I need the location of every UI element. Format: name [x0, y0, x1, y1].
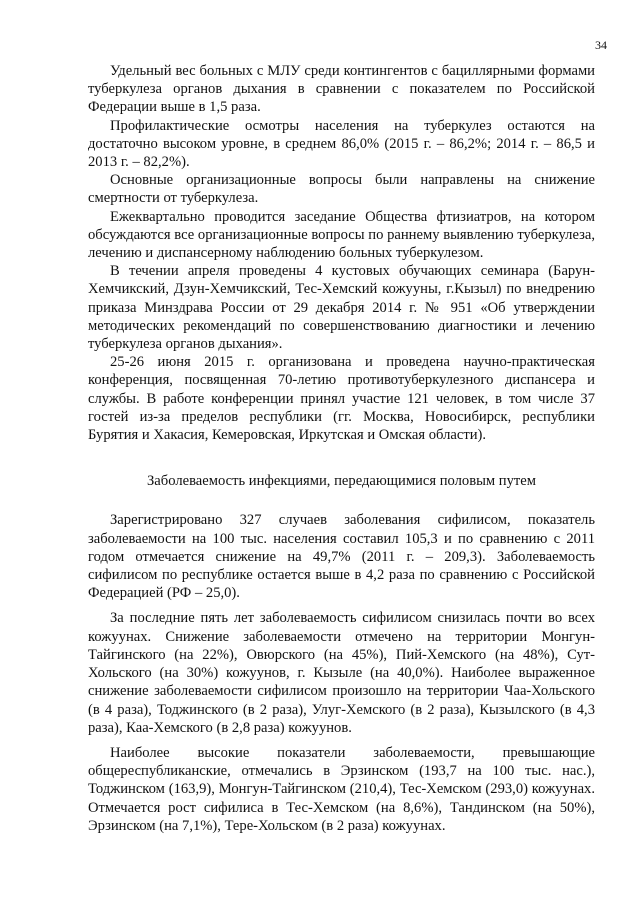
paragraph-mdr-share: Удельный вес больных с МЛУ среди контингентов с бациллярными формами туберкулеза органов дыхания в сравнении с показателем по Российской Федерации выше в 1,5 раза. — [88, 63, 595, 116]
paragraph-syphilis-cases: Зарегистрировано 327 случаев заболевания сифилисом, показатель заболеваемости на 100 тыс. населения составил 105,3 и по сравнению с 2011 годом отмечается снижение на 49,7% (2011 г. – 209,3). Заболеваемость сифилисом по республике остается выше в 4,2 раза по сравнению с Российской Федерацией (РФ – 25,0). — [88, 512, 595, 602]
paragraph-syphilis-highest: Наиболее высокие показатели заболеваемости, превышающие общереспубликанские, отмечались в Эрзинском (193,7 на 100 тыс. нас.), Тоджинском (163,9), Монгун-Тайгинском (210,4), Тес-Хемском (293,0) кожуунах. Отмечается рост сифилиса в Тес-Хемском (на 8,6%), Тандинском (на 50%), Эрзинском (на 7,1%), Тере-Хольском (в 2 раза) кожуунах. — [88, 744, 595, 834]
paragraph-seminars: В течении апреля проведены 4 кустовых обучающих семинара (Барун-Хемчикский, Дзун-Хемчикский, Тес-Хемский кожууны, г.Кызыл) по внедрению приказа Минздрава России от 29 декабря 2014 г. № 951 «Об утверждении методических рекомендаций по совершенствованию диагностики и лечению туберкулеза органов дыхания». — [88, 263, 595, 353]
page-number: 34 — [595, 38, 607, 52]
paragraph-phthisiatrists-society: Ежеквартально проводится заседание Общества фтизиатров, на котором обсуждаются все организационные вопросы по раннему выявлению туберкулеза, лечению и диспансерному наблюдению больных туберкулезом. — [88, 208, 595, 262]
paragraph-org-issues: Основные организационные вопросы были направлены на снижение смертности от туберкулеза. — [88, 172, 595, 207]
paragraph-syphilis-decline: За последние пять лет заболеваемость сифилисом снизилась почти во всех кожуунах. Снижение заболеваемости отмечено на территории Монгун-Тайгинского (на 22%), Овюрского (на 45%), Пий-Хемского (на 48%), Сут-Хольского (на 30%) кожуунов, г. Кызыле (на 40,0%). Наиболее выраженное снижение заболеваемости сифилисом произошло на территории Чаа-Хольского (в 4 раза), Тоджинского (в 2 раза), Улуг-Хемского (в 2 раза), Кызылского (в 4,3 раза), Каа-Хемского (в 2,8 раза) кожуунов. — [88, 610, 595, 736]
paragraph-conference: 25-26 июня 2015 г. организована и проведена научно-практическая конференция, посвященная 70-летию противотуберкулезного диспансера и службы. В работе конференции принял участие 121 человек, в том числе 37 гостей из-за пределов республики (гг. Москва, Новосибирск, республики Бурятия и Хакасия, Кемеровская, Иркутская и Омская области). — [88, 354, 595, 444]
section-tuberculosis — [88, 62, 595, 444]
paragraph-screening: Профилактические осмотры населения на туберкулез остаются на достаточно высоком уровне, в среднем 86,0% (2015 г. – 86,2%; 2014 г. – 86,5 и 2013 г. – 82,2%). — [88, 117, 595, 171]
section-heading-sti: Заболеваемость инфекциями, передающимися половым путем — [147, 473, 536, 490]
section-sti — [88, 511, 595, 834]
document-body — [88, 62, 595, 842]
